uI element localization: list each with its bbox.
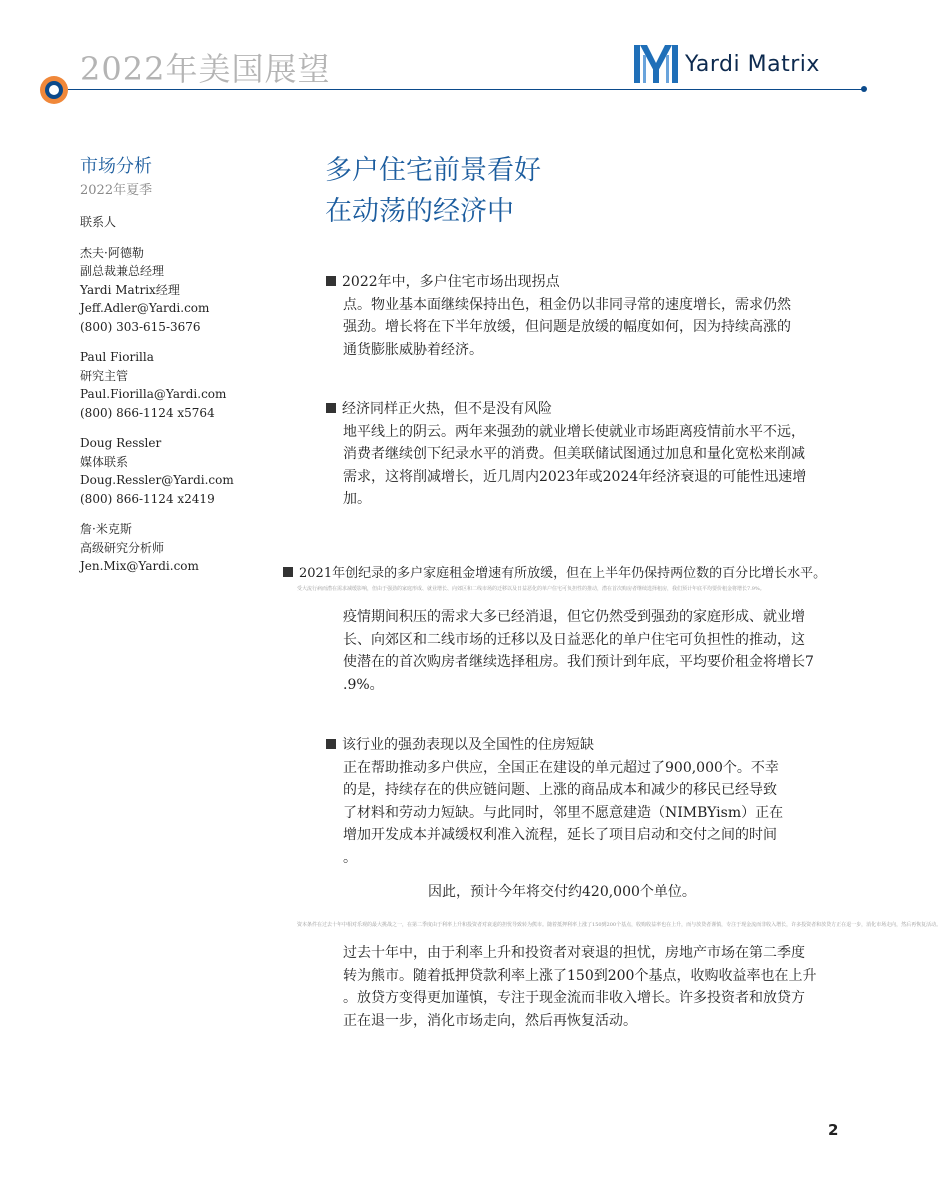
paragraph-line: 加。	[343, 491, 371, 507]
paragraph-2	[343, 398, 843, 511]
contact-card	[80, 348, 280, 422]
paragraph-7	[343, 942, 853, 1032]
paragraph-line: 需求，这将削减增长，近几周内2023年或2024年经济衰退的可能性迅速增	[343, 468, 807, 485]
rent-growth-bullet	[283, 565, 826, 583]
contacts-heading: 联系人	[80, 215, 117, 229]
paragraph-line: 增加开发成本并减缓权利准入流程，延长了项目启动和交付之间的时间	[343, 827, 777, 843]
contact-name: 詹·米克斯	[80, 522, 132, 536]
paragraph-line: 长、向郊区和二线市场的迁移以及日益恶化的单户住宅可负担性的推动，这	[343, 631, 805, 648]
paragraph-1	[343, 271, 843, 361]
report-title: 2022年美国展望	[80, 50, 331, 88]
contact-email[interactable]: Paul.Fiorilla@Yardi.com	[80, 387, 227, 401]
contact-card	[80, 520, 280, 576]
paragraph-line: 点。物业基本面继续保持出色，租金仍以非同寻常的速度增长，需求仍然	[343, 296, 791, 313]
paragraph-line: 。放贷方变得更加谨慎，专注于现金流而非收入增长。许多投资者和放贷方	[343, 990, 805, 1006]
paragraph-line: 正在帮助推动多户供应，全国正在建设的单元超过了900,000个。不幸	[343, 759, 779, 776]
bullet-square-icon	[326, 739, 336, 749]
contact-role: 研究主管	[80, 368, 129, 383]
contact-phone: (800) 303-615-3676	[80, 319, 201, 334]
article-title-line: 多户住宅前景看好	[325, 155, 541, 186]
contact-email[interactable]: Doug.Ressler@Yardi.com	[80, 473, 234, 487]
contact-name: Doug Ressler	[80, 436, 162, 450]
paragraph-line: 疫情期间积压的需求大多已经消退，但它仍然受到强劲的家庭形成、就业增	[343, 609, 805, 625]
paragraph-lead: 2022年中，多户住宅市场出现拐点	[342, 274, 560, 290]
header-divider-dot	[861, 86, 867, 92]
paragraph-line: .9%。	[343, 676, 384, 693]
contact-name: Paul Fiorilla	[80, 350, 154, 364]
bullet-square-icon	[283, 567, 293, 577]
header-divider	[68, 89, 864, 90]
logo-text: Yardi Matrix	[685, 51, 820, 77]
contact-card	[80, 434, 280, 508]
contact-role: Yardi Matrix经理	[80, 282, 180, 297]
paragraph-line: 的是，持续存在的供应链问题、上涨的商品成本和减少的移民已经导致	[343, 782, 777, 798]
contact-role: 高级研究分析师	[80, 540, 165, 555]
yardi-matrix-logo	[633, 42, 858, 86]
article-title-line: 在动荡的经济中	[325, 196, 514, 227]
rent-growth-text: 2021年创纪录的多户家庭租金增速有所放缓，但在上半年仍保持两位数的百分比增长水平。	[299, 566, 827, 581]
contacts-sidebar	[80, 155, 280, 576]
paragraph-line: 消费者继续创下纪录水平的消费。但美联储试图通过加息和量化宽松来削减	[343, 446, 805, 462]
contact-phone: (800) 866-1124 x5764	[80, 405, 215, 420]
article-title	[325, 150, 541, 232]
paragraph-lead: 经济同样正火热，但不是没有风险	[342, 401, 552, 417]
paragraph-line: 了材料和劳动力短缺。与此同时，邻里不愿意建造（NIMBYism）正在	[343, 804, 784, 821]
contact-role: 副总裁兼总经理	[80, 264, 165, 278]
paragraph-line: 使潜在的首次购房者继续选择租房。我们预计到年底，平均要价租金将增长7	[343, 654, 814, 670]
paragraph-line: 。	[343, 849, 357, 866]
paragraph-line: 地平线上的阴云。两年来强劲的就业增长使就业市场距离疫情前水平不远，	[343, 423, 805, 440]
contact-email[interactable]: Jen.Mix@Yardi.com	[80, 559, 199, 573]
season-label: 2022年夏季	[80, 183, 153, 198]
paragraph-5	[343, 734, 843, 869]
bullet-square-icon	[326, 403, 336, 413]
contact-card	[80, 244, 280, 337]
yardi-matrix-logo-icon	[633, 43, 679, 85]
paragraph-4	[343, 606, 853, 696]
contact-role: 媒体联系	[80, 454, 129, 469]
contact-phone: (800) 866-1124 x2419	[80, 491, 215, 506]
paragraph-line: 强劲。增长将在下半年放缓，但问题是放缓的幅度如何，因为持续高涨的	[343, 319, 791, 335]
page-number: 2	[828, 1121, 839, 1139]
paragraph-line: 过去十年中，由于利率上升和投资者对衰退的担忧，房地产市场在第二季度	[343, 945, 805, 961]
paragraph-line: 正在退一步，消化市场走向，然后再恢复活动。	[343, 1012, 637, 1029]
bullet-square-icon	[326, 276, 336, 286]
section-label: 市场分析	[80, 156, 152, 177]
contact-email[interactable]: Jeff.Adler@Yardi.com	[80, 301, 210, 315]
contact-name: 杰夫·阿德勒	[80, 245, 144, 260]
paragraph-line: 通货膨胀威胁着经济。	[343, 341, 483, 358]
header-circle-icon	[40, 76, 68, 104]
delivery-forecast: 因此，预计今年将交付约420,000个单位。	[428, 884, 696, 900]
paragraph-line: 转为熊市。随着抵押贷款利率上涨了150到200个基点，收购收益率也在上升	[343, 967, 817, 984]
fine-print-line: 受大流行病而潜在需求减缓影响，但由于强劲的家庭形成、就业增长、向郊区和二线市场的迁移以及日益恶化的单户住宅可负担性的推动，潜在首次购房者继续选择租房，我们预计年底平均要价租金将增长7.9%。	[297, 586, 765, 592]
fine-print-line: 资本条件在过去十年中相对乐观的最大挑战之一，在第二季度由于利率上升和投资者对衰退的担忧导致转为熊市。随着抵押利率上涨了150到200个基点，收购收益率也在上升，而与放贷者谨慎，专注于现金流而非收入增长，许多投资者和放贷方正在退一步，消化市场走向，然后再恢复活动。	[297, 922, 941, 928]
paragraph-lead: 该行业的强劲表现以及全国性的住房短缺	[342, 737, 594, 753]
